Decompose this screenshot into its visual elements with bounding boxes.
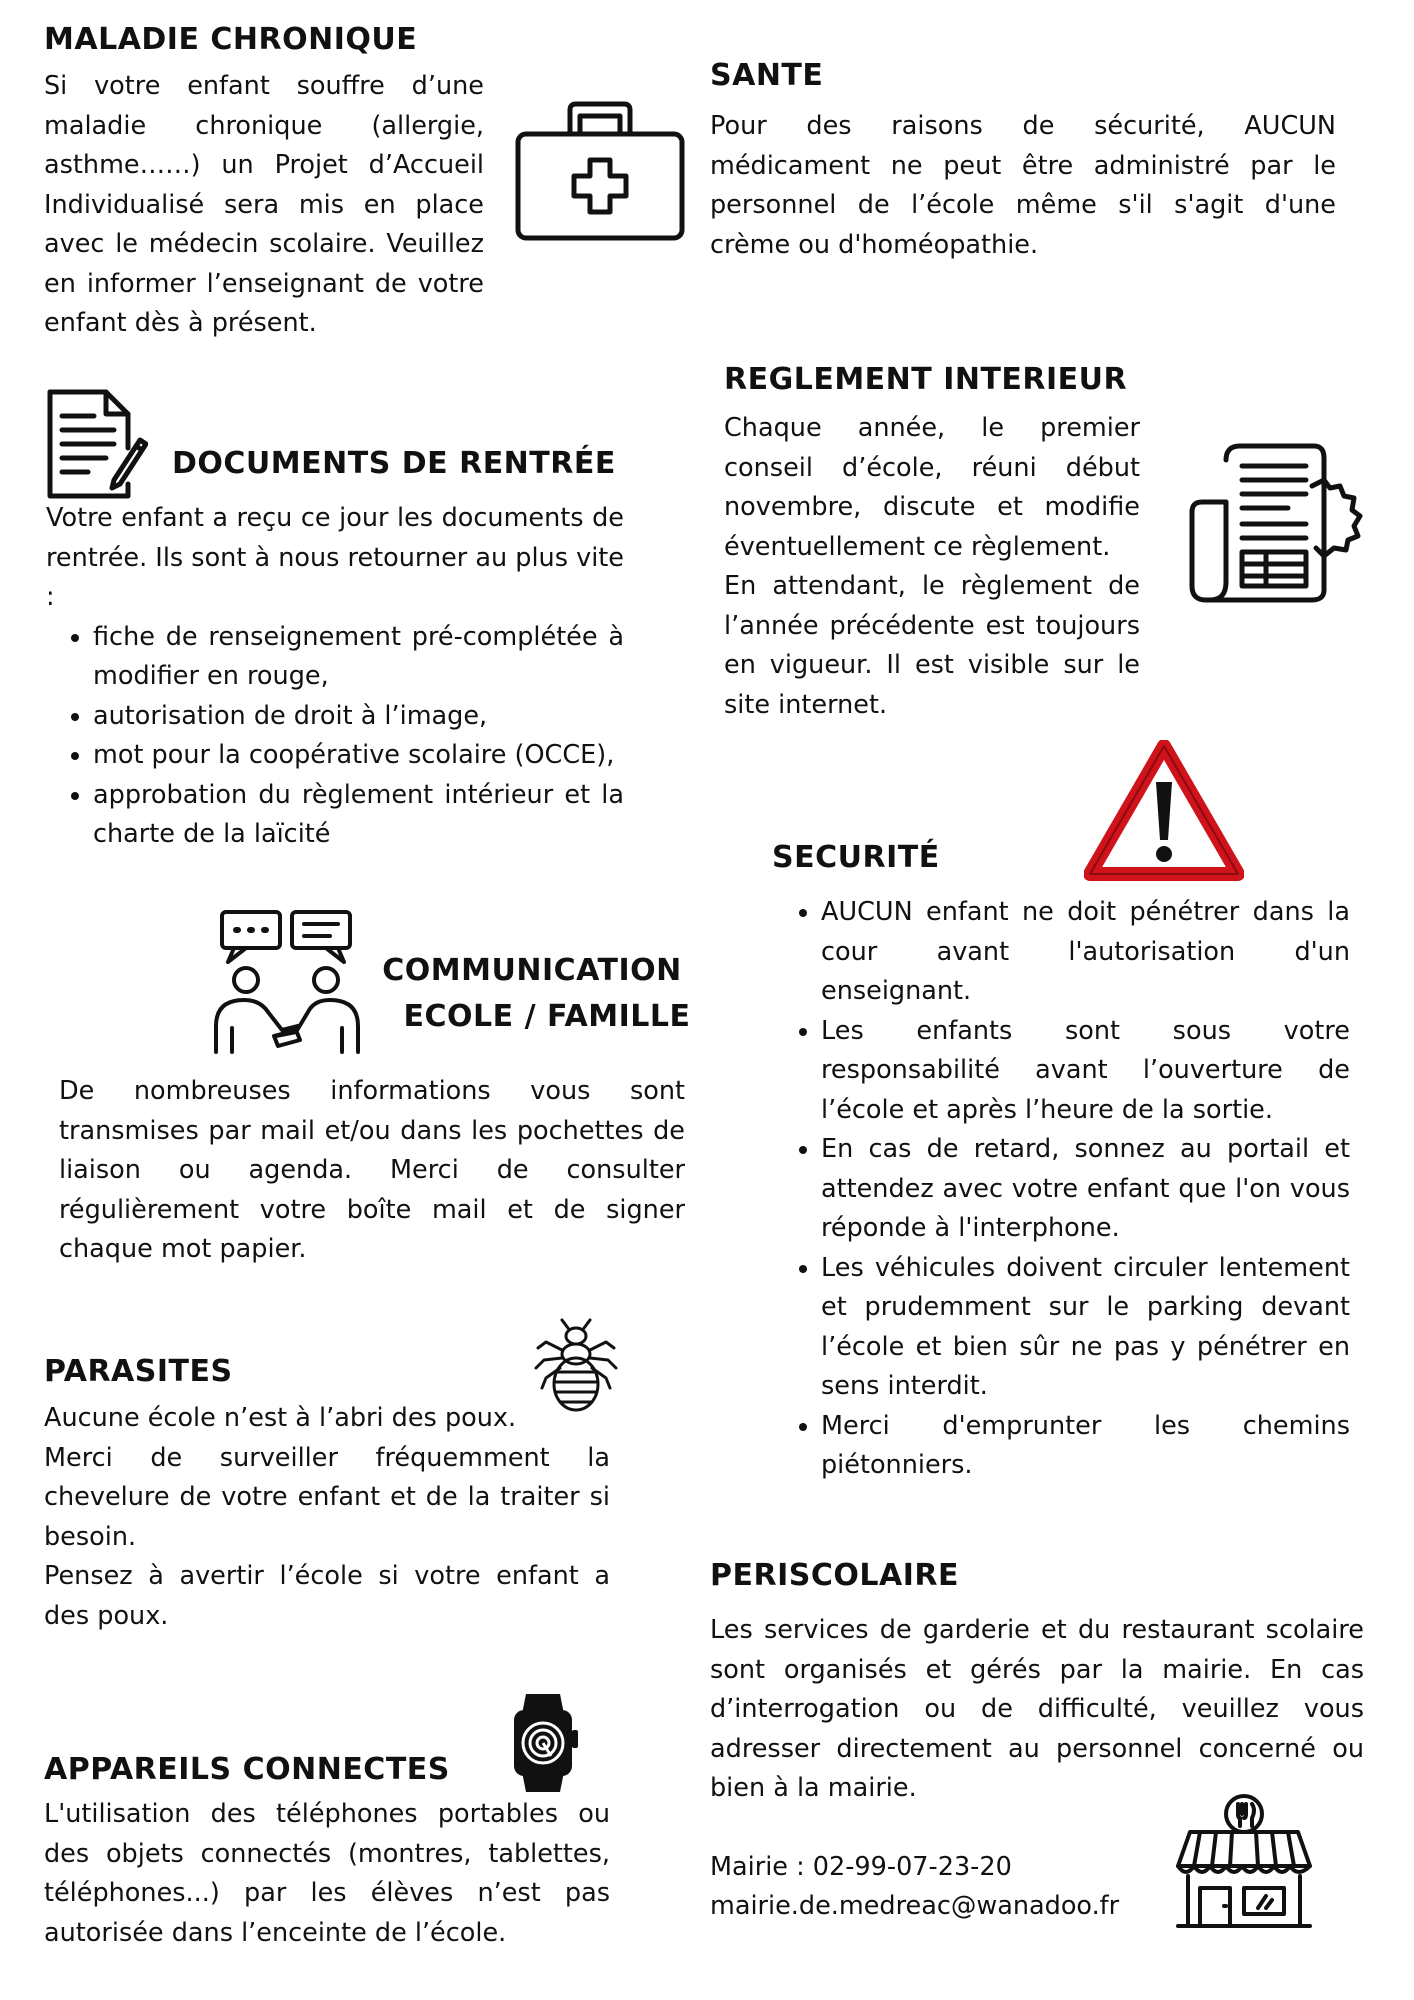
appareils-title: APPAREILS CONNECTES (44, 1752, 450, 1787)
section-communication (59, 1072, 685, 1270)
section-parasites (44, 1354, 610, 1636)
mairie-email: mairie.de.medreac@wanadoo.fr (710, 1891, 1120, 1921)
list-item: • approbation du règlement intérieur et la charte de la laïcité (93, 776, 624, 855)
appareils-text: L'utilisation des téléphones portables ou des objets connectés (montres, tablettes, téléphones...) par les élèves n’est pas autorisée dans l’enceinte de l’école. (44, 1799, 610, 1948)
maladie-text: Si votre enfant souffre d’une maladie chronique (allergie, asthme……) un Projet d’Accueil Individualisé sera mis en place avec le médecin scolaire. Veuillez en informer l’enseignant de votre enfant dès à présent. (44, 71, 484, 338)
section-securite (772, 840, 1350, 1486)
parasites-paragraph-2: Merci de surveiller fréquemment la chevelure de votre enfant et de la traiter si besoin. (44, 1442, 610, 1552)
parasites-paragraph-3: Pensez à avertir l’école si votre enfant a des poux. (44, 1561, 610, 1631)
list-item: • mot pour la coopérative scolaire (OCCE), (93, 736, 624, 776)
sante-text: Pour des raisons de sécurité, AUCUN médicament ne peut être administré par le personnel de l’école même s'il s'agit d'une crème ou d'homéopathie. (710, 111, 1336, 260)
periscolaire-text: Les services de garderie et du restaurant scolaire sont organisés et gérés par la mairie. En cas d’interrogation ou de difficulté, veuillez vous adresser directement au personnel concerné ou bien à la mairie. (710, 1615, 1364, 1803)
restaurant-icon (1174, 1792, 1314, 1930)
reglement-paragraph-2: En attendant, le règlement de l’année précédente est toujours en vigueur. Il est visible sur le site internet. (724, 571, 1140, 720)
section-documents-rentree (44, 446, 624, 855)
parasites-text (44, 1399, 610, 1636)
parasites-paragraph-1: Aucune école n’est à l’abri des poux. (44, 1403, 517, 1433)
list-item: • AUCUN enfant ne doit pénétrer dans la cour avant l'autorisation d'un enseignant. (821, 893, 1350, 1012)
section-communication-title (372, 948, 692, 1040)
list-item: • autorisation de droit à l’image, (93, 697, 624, 737)
periscolaire-title: PERISCOLAIRE (710, 1558, 959, 1593)
communication-title-line2: ECOLE / FAMILLE (403, 999, 691, 1034)
maladie-title: MALADIE CHRONIQUE (44, 22, 418, 57)
list-item: • En cas de retard, sonnez au portail et attendez avec votre enfant que l'on vous réponde à l'interphone. (821, 1130, 1350, 1249)
documents-intro: Votre enfant a reçu ce jour les documents de rentrée. Ils sont à nous retourner au plus vite : (46, 503, 624, 612)
list-item: • fiche de renseignement pré-complétée à modifier en rouge, (93, 618, 624, 697)
communication-title-line1: COMMUNICATION (382, 953, 682, 988)
first-aid-kit-icon (514, 100, 686, 242)
reglement-paragraph-1: Chaque année, le premier conseil d’école, réuni début novembre, discute et modifie éventuellement ce règlement. (724, 413, 1140, 562)
securite-title: SECURITÉ (772, 840, 940, 875)
list-item: • Les véhicules doivent circuler lentement et prudemment sur le parking devant l’école et bien sûr ne pas y pénétrer en sens interdit. (821, 1249, 1350, 1407)
section-sante (710, 58, 1336, 265)
reglement-text (724, 409, 1140, 725)
documents-title: DOCUMENTS DE RENTRÉE (172, 446, 616, 481)
communication-text: De nombreuses informations vous sont transmises par mail et/ou dans les pochettes de liaison ou agenda. Merci de consulter régulièrement votre boîte mail et de signer chaque mot papier. (59, 1076, 685, 1264)
reglement-title: REGLEMENT INTERIEUR (724, 362, 1128, 397)
newspaper-gear-icon (1188, 440, 1364, 604)
section-appareils-connectes (44, 1752, 610, 1953)
conversation-icon (212, 908, 362, 1056)
sante-title: SANTE (710, 58, 824, 93)
documents-list (44, 618, 624, 855)
mairie-phone: Mairie : 02-99-07-23-20 (710, 1851, 1012, 1882)
parasites-title: PARASITES (44, 1354, 233, 1389)
securite-list (772, 893, 1350, 1486)
list-item: • Les enfants sont sous votre responsabilité avant l’ouverture de l’école et après l’heure de la sortie. (821, 1012, 1350, 1131)
section-reglement-interieur (724, 362, 1140, 725)
section-maladie-chronique (44, 22, 484, 344)
list-item: • Merci d'emprunter les chemins piétonniers. (821, 1407, 1350, 1486)
